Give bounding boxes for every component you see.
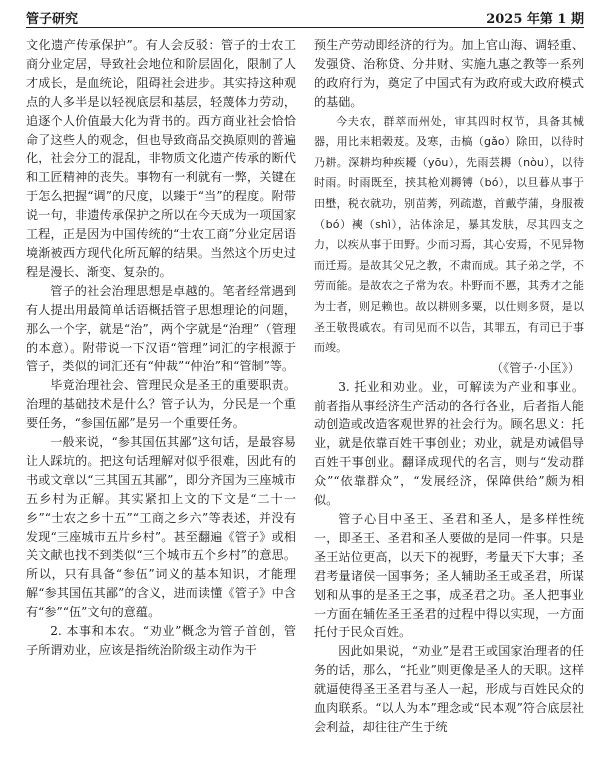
journal-title: 管子研究 bbox=[26, 12, 79, 27]
running-header bbox=[26, 6, 584, 28]
paragraph: 2. 本事和本农。“劝业”概念为管子首创，管子所谓劝业，应该是指统治阶级主动作为干 bbox=[26, 624, 296, 657]
paragraph: 文化遗产传承保护”。有人会反驳：管子的士农工商分业定居，导致社会地位和阶层固化，限制了人才成长，是血统论，阻碍社会进步。其实持这种观点的人多半是以轻视底层和基层，轻蔑体力劳动，追逐个人价值最大化为背书的。西方商业社会恰恰命了这些人的观念，但也导致商品交换原则的普遍化，社会分工的混乱，非物质文化遗产传承的断代和工匠精神的丧失。事物有一利就有一弊，关键在于怎么把握“调”的尺度，以臻于“当”的程度。附带说一句，非遗传承保护之所以在今天成为一项国家工程，正是因为中国传统的“士农工商”分业定居语境渐被西方现代化所瓦解的结果。当然这个历史过程是漫长、渐变、复杂的。 bbox=[26, 38, 296, 279]
paragraph: 因此如果说，“劝业”是君王或国家治理者的任务的话，那么，“托业”则更像是圣人的天职。这样就逼使得圣王圣君与圣人一起，形成与百姓民众的血肉联系。“以人为本”理念或“民本观”符合底层社会利益，却往往产生于统 bbox=[314, 644, 584, 734]
paragraph: 管子心目中圣王、圣君和圣人，是多样性统一，即圣王、圣君和圣人要做的是同一件事。只是圣王站位更高，以天下的视野，考量天下大事；圣君考量诸侯一国事务；圣人辅助圣王或圣君，所谋划和从事的是圣王之事，成圣君之功。圣人把事业一方面在辅佐圣王圣君的过程中得以实现，一方面托付于民众百姓。 bbox=[314, 512, 584, 640]
paragraph: 3. 托业和劝业。业，可解读为产业和事业。前者指从事经济生产活动的各行各业，后者指人能动创造或改造客观世界的社会行为。顾名思义：托业，就是依靠百姓干事创业；劝业，就是劝诫倡导百姓干事创业。翻译成现代的名言，则与“发动群众”“依靠群众”，“发展经济，保障供给”颇为相似。 bbox=[314, 379, 584, 508]
right-column bbox=[314, 36, 584, 737]
left-column bbox=[26, 36, 296, 660]
paragraph: 管子的社会治理思想是卓越的。笔者经常遇到有人提出用最简单话语概括管子思想理论的问题，那么一个字，就是“治”，两个字就是“治理”（管理的本意）。附带说一下汉语“管理”词汇的字根源于管子，类似的词汇还有“仲裁”“仲治”和“管制”等。 bbox=[26, 283, 296, 374]
paragraph: 预生产劳动即经济的行为。加上官山海、调轻重、发强贷、治称贷、分井财、实施九惠之教等一系列的政府行为，奠定了中国式有为政府或大政府模式的基础。 bbox=[314, 38, 584, 109]
block-quote: 今夫农，群萃而州处，审其四时权节，具备其械器，用比耒耜榖芨。及寒，击槁（gǎo）除田，以待时乃耕。深耕均种疾耰（yōu），先雨芸耨（nòu），以待时雨。时雨既至，挟其枪刈耨镈（bó），以旦暮从事于田壄，税衣就功，别苗莠，列疏遨，首戴苧蒲，身服袯（bó）襫（shì），沾体涂足，暴其发肤，尽其四支之力，以疾从事于田野。少而习焉，其心安焉，不见异物而迁焉。是故其父兄之教，不肃而成。其子弟之学，不劳而能。是故农之子常为农。朴野而不慝，其秀才之能为士者，则足赖也。故以耕则多粟，以仕则多贤，是以圣王敬畏戚农。有司见而不以告，其罪五，有司已于事而竣。 bbox=[314, 114, 584, 355]
paragraph: 毕竟治理社会、管理民众是圣王的重要职责。治理的基础技术是什么？管子认为，分民是一个重要任务，“参国伍鄙”是另一个重要任务。 bbox=[26, 378, 296, 431]
quote-source: （《管子·小匡》） bbox=[491, 360, 580, 375]
issue-number: 2025 年第 1 期 bbox=[486, 12, 584, 27]
paragraph: 一般来说，“参其国伍其鄙”这句话，是最容易让人踩坑的。把这句话理解对似乎很难，因此有的书或文章以“三其国五其鄙”，即分齐国为三座城市五乡村为正解。其实紧扣上文的下文是“二十一乡”“士农之乡十五”“工商之乡六”等表述，并没有发现“三座城市五片乡村”。甚至翻遍《管子》或相关文献也找不到类似“三个城市五个乡村”的意思。所以，只有具备“参伍”词义的基本知识，才能理解“参其国伍其鄙”的含义，进而读懂《管子》中含有“参”“伍”文句的意蕴。 bbox=[26, 435, 296, 620]
